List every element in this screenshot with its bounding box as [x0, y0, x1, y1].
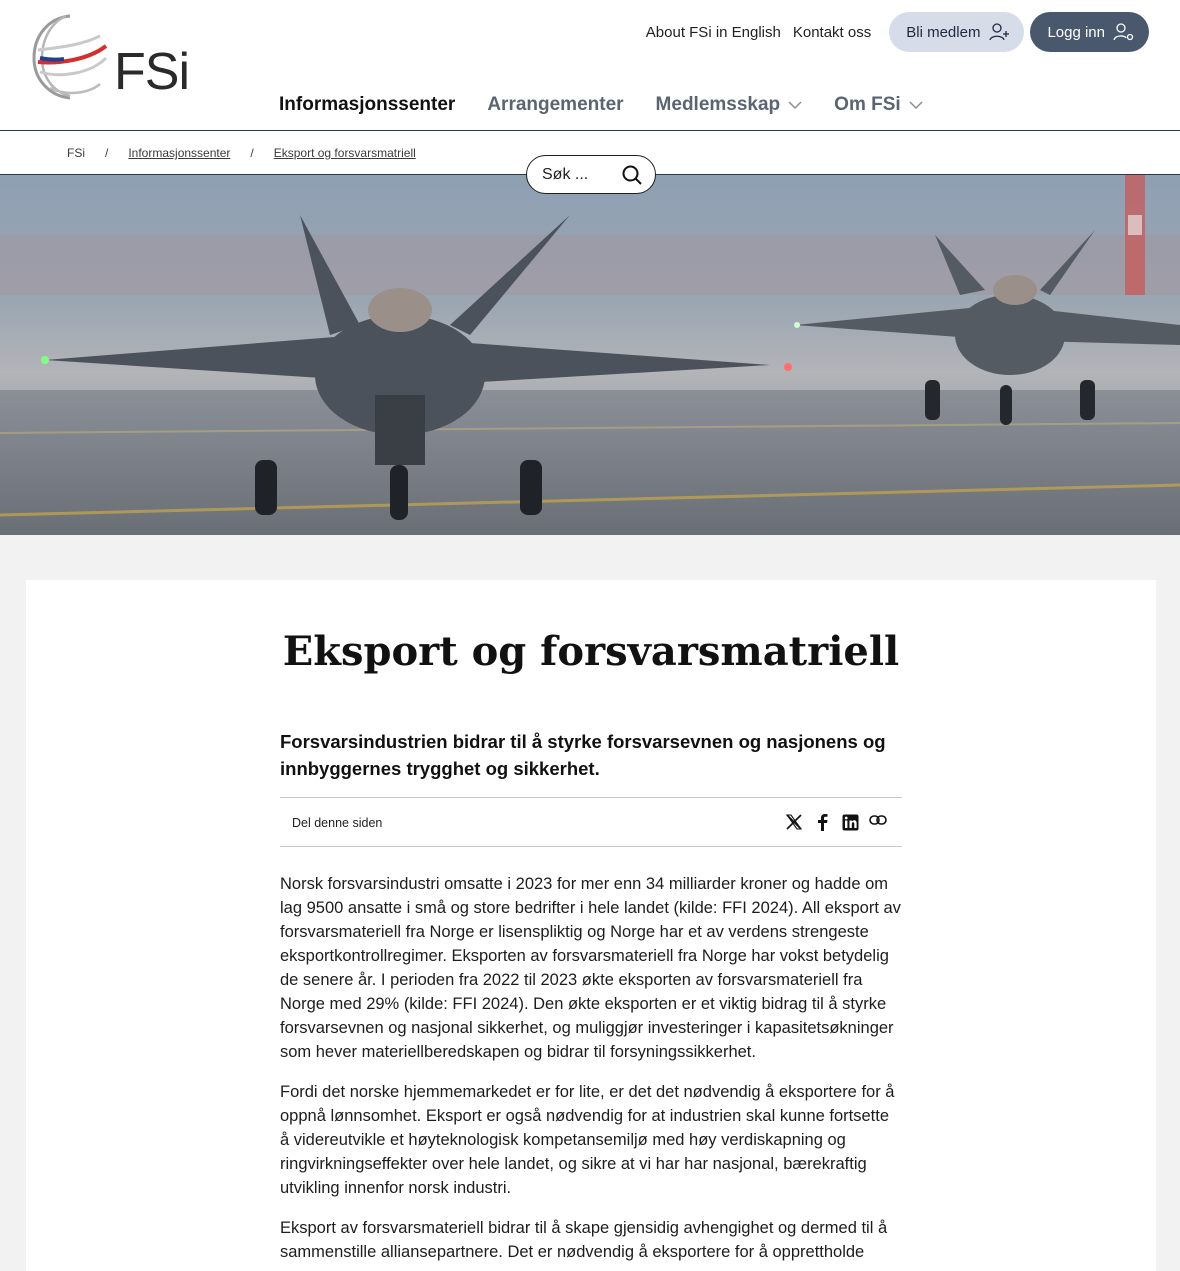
- fsi-logo[interactable]: [30, 12, 190, 102]
- nav-label: Om FSi: [834, 94, 901, 115]
- share-icons: [780, 814, 892, 831]
- breadcrumb-separator: /: [105, 146, 109, 160]
- logo-text: FSi: [114, 43, 189, 101]
- search-icon[interactable]: [622, 165, 642, 185]
- search-box: [526, 155, 656, 194]
- main-navigation: [279, 94, 955, 116]
- chevron-down-icon: [788, 100, 802, 110]
- globe-logo-icon: [30, 12, 110, 102]
- login-button[interactable]: [1030, 12, 1149, 52]
- share-bar: [280, 797, 902, 847]
- nav-label: Medlemsskap: [655, 94, 781, 115]
- article-lead: Forsvarsindustrien bidrar til å styrke forsvarsevnen og nasjonens og innbyggernes trygghet og sikkerhet.: [280, 731, 886, 779]
- nav-label: Informasjonssenter: [279, 94, 456, 115]
- become-member-button[interactable]: [889, 12, 1024, 52]
- user-settings-icon: [1113, 22, 1135, 42]
- english-link[interactable]: About FSi in English: [645, 23, 781, 41]
- user-add-icon: [988, 22, 1010, 42]
- nav-informasjonssenter[interactable]: [279, 94, 455, 116]
- article-paragraph: Norsk forsvarsindustri omsatte i 2023 for mer enn 34 milliarder kroner og hadde om lag 9500 ansatte i små og store bedrifter i hele landet (kilde: FFI 2024). All eksport av forsvarsmateriell fra Norge er lisenspliktig og Norge har et av verdens strengeste eksportkontrollregimer. Eksporten av forsvarsmateriell fra Norge har vokst betydelig de senere år. I perioden fra 2022 til 2023 økte eksporten av forsvarsmateriell fra Norge med 29% (kilde: FFI 2024). Den økte eksporten er et viktig bidrag til å styrke forsvarsevnen og nasjonal sikkerhet, og muliggjør investeringer i kapasitetsøkninger som hever materiellberedskapen og bidrar til forsyningssikkerhet.: [280, 875, 901, 1061]
- facebook-icon[interactable]: [808, 814, 836, 831]
- article-paragraph: Fordi det norske hjemmemarkedet er for lite, er det det nødvendig å eksportere for å oppnå lønnsomhet. Eksport er også nødvendig for at industrien skal kunne fortsette å videreutvikle et høyteknologisk kompetansemiljø med høy verdiskapning og ringvirkningseffekter over hele landet, og sikre at vi har har nasjonal, bærekraftig utvikling innenfor norsk industri.: [280, 1083, 895, 1197]
- breadcrumb-home[interactable]: FSi: [67, 146, 85, 160]
- become-member-label: Bli medlem: [906, 23, 981, 41]
- hero-image: [0, 175, 1180, 535]
- share-label: Del denne siden: [292, 816, 383, 830]
- breadcrumb-current[interactable]: Eksport og forsvarsmatriell: [273, 146, 416, 160]
- linkedin-icon[interactable]: [836, 814, 864, 831]
- nav-arrangementer[interactable]: [487, 94, 623, 116]
- login-label: Logg inn: [1047, 23, 1105, 41]
- nav-om-fsi[interactable]: [834, 94, 923, 116]
- breadcrumb-separator: /: [250, 146, 254, 160]
- copy-link-icon[interactable]: [864, 814, 892, 831]
- breadcrumb-informasjonssenter[interactable]: Informasjonssenter: [128, 146, 231, 160]
- contact-link[interactable]: Kontakt oss: [792, 23, 872, 41]
- article-body: [280, 872, 902, 1271]
- search-input[interactable]: [542, 166, 622, 184]
- nav-label: Arrangementer: [487, 94, 624, 115]
- article-paragraph: Eksport av forsvarsmateriell bidrar til å skape gjensidig avhengighet og dermed til å sammenstille alliansepartnere. Det er nødvendig å eksportere for å opprettholde: [280, 1219, 888, 1261]
- page-title: Eksport og forsvarsmatriell: [282, 628, 900, 675]
- site-header: [0, 0, 1180, 131]
- x-twitter-icon[interactable]: [780, 814, 808, 831]
- breadcrumb: [67, 146, 416, 160]
- chevron-down-icon: [909, 100, 923, 110]
- nav-medlemsskap[interactable]: [656, 94, 803, 116]
- fighter-jets-image: [0, 175, 1180, 535]
- top-links: [646, 12, 1149, 52]
- article-card: [26, 580, 1156, 1271]
